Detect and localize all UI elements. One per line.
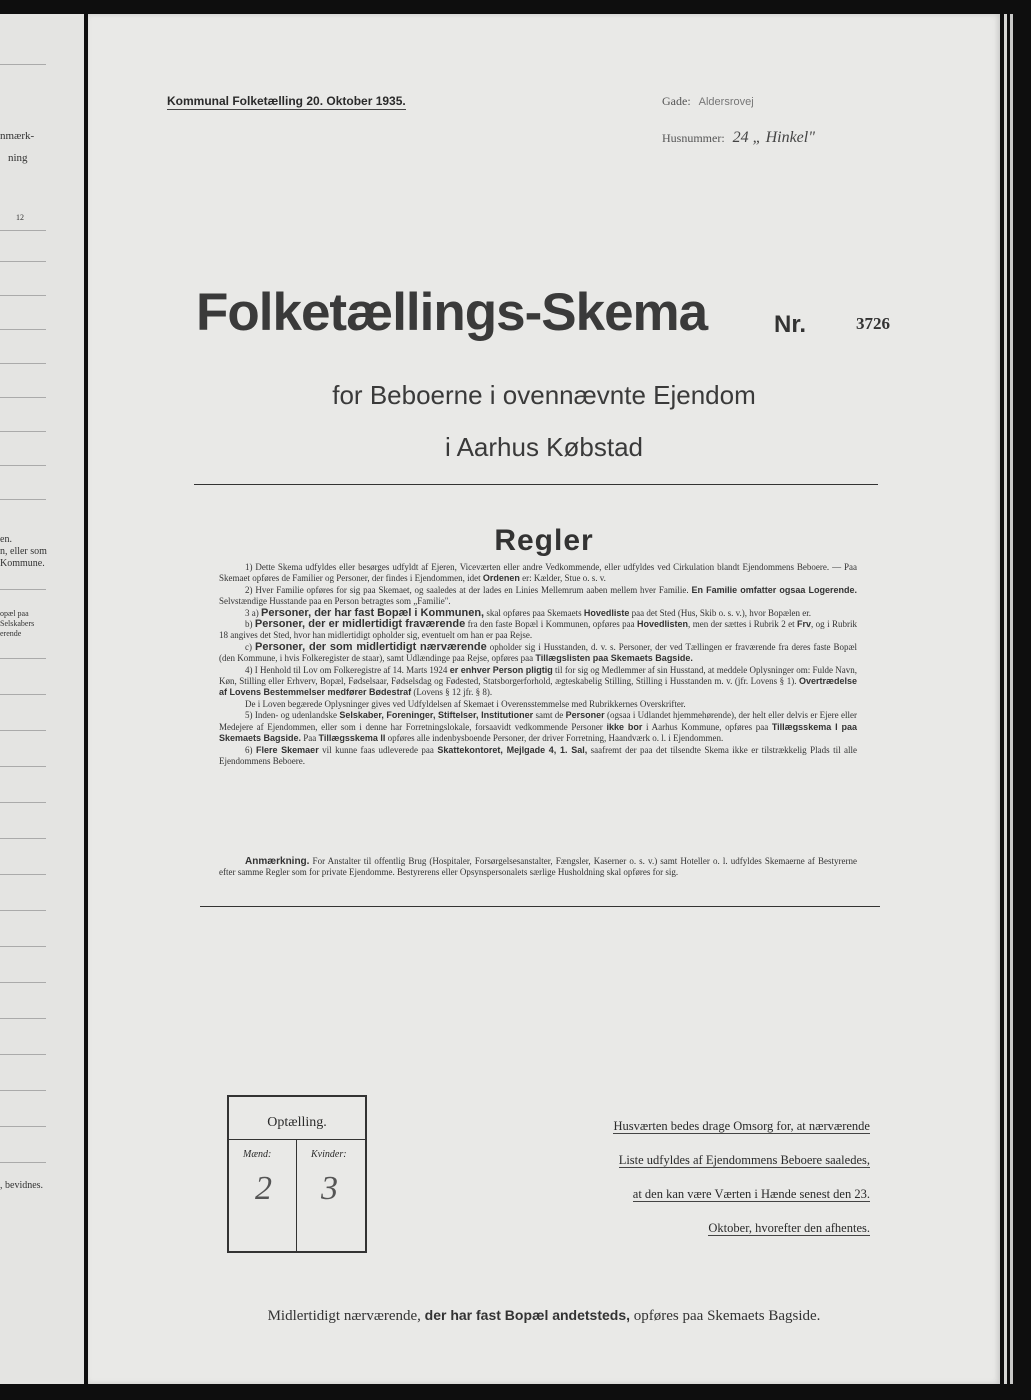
women-count: 3 — [321, 1170, 338, 1207]
ruled-line — [0, 261, 46, 262]
ruled-line — [0, 766, 46, 767]
census-header-title: Kommunal Folketælling 20. Oktober 1935. — [167, 94, 406, 108]
street-value: Aldersrovej — [698, 96, 754, 108]
left-page-text: Selskabers — [0, 619, 35, 628]
ruled-line — [0, 982, 46, 983]
ruled-line — [0, 802, 46, 803]
count-caption: Optælling. — [267, 1115, 327, 1130]
ruled-line — [0, 64, 46, 65]
divider — [194, 484, 878, 485]
left-page-text: 12 — [16, 213, 24, 222]
left-facing-page — [0, 14, 84, 1384]
rule-6: 6) Flere Skemaer vil kunne faas udleverede paa Skattekontoret, Mejlgade 4, 1. Sal, saafremt der paa det tilsendte Skema ikke er tilstrækkelig Plads til alle Ejendommens Beboere. — [219, 744, 858, 766]
left-page-text: , bevidnes. — [0, 1180, 44, 1191]
rules-text — [219, 562, 857, 767]
rule-3c: c) Personer, der som midlertidigt nærværende opholder sig i Husstanden, d. v. s. Personer, der ved Tællingen er fraværende fra deres faste Bopæl (den Kommune, i hvis Folkeregister de staar), samt Udlændinge paa Rejse, opføres paa Tillægslisten paa Skemaets Bagside. — [219, 640, 857, 664]
left-page-text: en. — [0, 534, 12, 545]
left-page-text: erende — [0, 629, 22, 638]
ruled-line — [0, 1126, 46, 1127]
ruled-line — [0, 946, 46, 947]
remark-label: Anmærkning. — [245, 856, 310, 867]
form-number-value: 3726 — [856, 314, 890, 333]
rule-3a: 3 a) Personer, der har fast Bopæl i Kommunen, skal opføres paa Skemaets Hovedliste paa det Sted (Hus, Skib o. s. v.), hvor Bopælen er. — [245, 606, 812, 619]
notice-line: Liste udfyldes af Ejendommens Beboere saaledes, — [618, 1153, 870, 1167]
page-edge — [1004, 14, 1007, 1384]
ruled-line — [0, 1090, 46, 1091]
left-page-text: nmærk- — [0, 130, 35, 142]
landlord-notice — [514, 1109, 870, 1245]
men-label: Mænd: — [243, 1149, 272, 1160]
ruled-line — [0, 329, 46, 330]
ruled-line — [0, 730, 46, 731]
divider — [200, 906, 880, 907]
ruled-line — [0, 1054, 46, 1055]
notice-line: Oktober, hvorefter den afhentes. — [708, 1221, 870, 1235]
left-page-text: Kommune. — [0, 558, 45, 569]
notice-line: at den kan være Værten i Hænde senest den 23. — [632, 1187, 870, 1201]
street-label: Gade: — [662, 94, 691, 108]
ruled-line — [0, 910, 46, 911]
notice-line: Husværten bedes drage Omsorg for, at nærværende — [613, 1119, 870, 1133]
rule-3b: b) Personer, der er midlertidigt fraværende fra den faste Bopæl i Kommunen, opføres paa Hovedlisten, men der sættes i Rubrik 2 et Frv, og i Rubrik 18 angives det Sted, hvor han midlertidigt opholder sig, eventuelt om han er paa Rejse. — [219, 618, 857, 641]
ruled-line — [0, 658, 46, 659]
left-page-text: opæl paa — [0, 609, 29, 618]
house-number-label: Husnummer: — [662, 131, 725, 145]
form-title: Folketællings-Skema — [196, 283, 708, 342]
rules-heading: Regler — [494, 524, 594, 557]
box-divider — [229, 1139, 365, 1140]
left-page-text: ning — [8, 152, 28, 164]
ruled-line — [0, 397, 46, 398]
street-field — [662, 94, 754, 109]
footer-note: Midlertidigt nærværende, der har fast Bopæl andetsteds, opføres paa Skemaets Bagside. — [267, 1307, 821, 1324]
house-number-value: 24 „ Hinkel" — [732, 129, 815, 146]
men-count: 2 — [255, 1170, 272, 1207]
ruled-line — [0, 295, 46, 296]
rule-2: 2) Hver Familie opføres for sig paa Skemaet, og saaledes at der lades en Linies Mellemrum aaben mellem hver Familie. En Familie omfatter ogsaa Logerende. Selvstændige Husstande paa en Person betragtes som „Familie". — [219, 584, 857, 607]
rule-1: 1) Dette Skema udfyldes eller besørges udfyldt af Ejeren, Viceværten eller andre Vedkommende, eller udfyldes ved Cirkulation blandt Ejendommens Beboere. — Paa Skemaet opføres de Familier og Personer, der findes i Ejendommen, idet Ordenen er: Kælder, Stue o. s. v. — [219, 562, 857, 584]
form-subtitle: for Beboerne i ovennævnte Ejendom — [332, 380, 756, 410]
box-divider — [296, 1139, 297, 1251]
count-box — [227, 1095, 367, 1253]
rule-4: 4) I Henhold til Lov om Folkeregistre af 14. Marts 1924 er enhver Person pligtig til for sig og Medlemmer af sin Husstand, at meddele Oplysninger om: Fulde Navn, Køn, Stilling eller Erhverv, Bopæl, Fødselsaar, Fødselsdag og Fødested, Statsborgerforhold, ægteskabelig Stilling, Stilling i Husstanden m. v. (jfr. Lovens § 1). Overtrædelse af Lovens Bestemmelser medfører Bødestraf (Lovens § 12 jfr. § 8). — [219, 664, 858, 698]
house-number-field — [662, 129, 815, 147]
ruled-line — [0, 1018, 46, 1019]
rule-5: 5) Inden- og udenlandske Selskaber, Foreninger, Stiftelser, Institutioner samt de Personer (ogsaa i Udlandet hjemmehørende), der helt eller delvis er Ejere eller Medejere af Ejendommen, eller som i denne har Forretningslokale, forsaavidt vedkommende Personer ikke bor i Aarhus Kommune, opføres paa Tillægsskema I paa Skemaets Bagside. Paa Tillægsskema II opføres alle indenbysboende Personer, der driver Forretning, Haandværk o. l. i Ejendommen. — [219, 710, 857, 744]
page-edge — [1010, 14, 1013, 1384]
ruled-line — [0, 874, 46, 875]
left-page-text: n, eller som — [0, 546, 47, 557]
remark-text: For Anstalter til offentlig Brug (Hospitaler, Forsørgelsesanstalter, Fængsler, Kaserner o. s. v.) samt Hoteller o. l. udfyldes Skemaerne af Bestyrerne efter samme Regler som for private Ejendomme. Bestyrerens eller Opsynspersonalets særlige Husholdning skal opføres for sig. — [219, 856, 857, 878]
ruled-line — [0, 838, 46, 839]
ruled-line — [0, 694, 46, 695]
women-label: Kvinder: — [311, 1149, 347, 1160]
ruled-line — [0, 465, 46, 466]
ruled-line — [0, 1162, 46, 1163]
ruled-line — [0, 363, 46, 364]
form-subtitle-city: i Aarhus Købstad — [445, 432, 643, 462]
ruled-line — [0, 589, 46, 590]
rule-4-note: De i Loven begærede Oplysninger gives ved Udfyldelsen af Skemaet i Overensstemmelse med Rubrikkernes Overskrifter. — [245, 698, 686, 709]
form-number-label: Nr. — [774, 311, 807, 338]
ruled-line — [0, 499, 46, 500]
census-form-page — [88, 14, 1000, 1384]
ruled-line — [0, 230, 46, 231]
remark-note — [219, 856, 857, 879]
ruled-line — [0, 431, 46, 432]
